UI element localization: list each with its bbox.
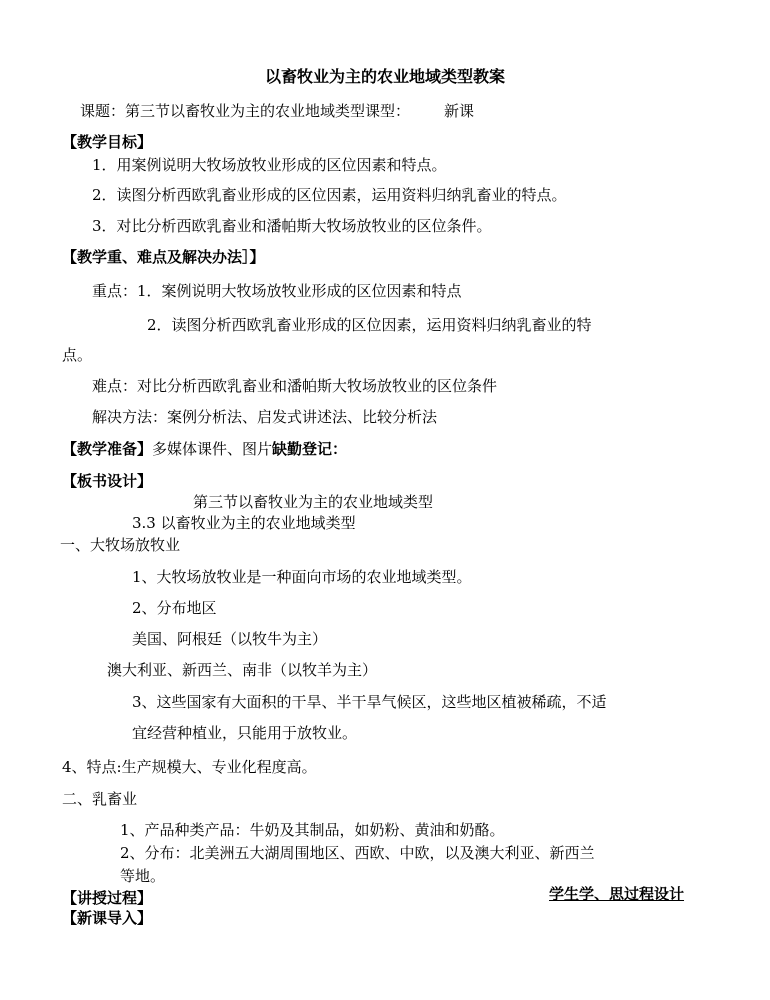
focus-point-2: 2．读图分析西欧乳畜业形成的区位因素，运用资料归纳乳畜业的特 [147,316,592,334]
subject-prefix: 课题：第三节以畜牧业为主的农业地域类型课型： [80,102,411,120]
part2-heading: 二、乳畜业 [62,790,138,808]
goal-item-3: 3．对比分析西欧乳畜业和潘帕斯大牧场放牧业的区位条件。 [92,217,492,235]
prep-text: 多媒体课件、图片 [152,440,273,458]
prep-heading: 【教学准备】 [62,440,153,458]
difficulty-point: 难点：对比分析西欧乳畜业和潘帕斯大牧场放牧业的区位条件 [92,377,498,395]
process-heading: 【讲授过程】 [62,889,153,907]
document-title: 以畜牧业为主的农业地域类型教案 [264,67,505,86]
subject-line [80,101,474,121]
part2-point-2-cont: 等地。 [120,867,166,885]
part1-point-1: 1、大牧场放牧业是一种面向市场的农业地域类型。 [132,568,472,586]
goal-item-1: 1．用案例说明大牧场放牧业形成的区位因素和特点。 [92,156,447,174]
part1-point-4: 4、特点:生产规模大、专业化程度高。 [62,758,317,776]
prep-line [62,439,347,459]
part1-point-2a: 美国、阿根廷（以牧牛为主） [132,630,328,648]
focus-point-2-cont: 点。 [62,346,93,364]
lesson-type: 新课 [444,102,475,120]
key-points-heading: 【教学重、难点及解决办法］】 [62,248,265,266]
board-section-title: 第三节以畜牧业为主的农业地域类型 [193,493,434,511]
goals-heading: 【教学目标】 [62,133,153,151]
methods-line: 解决方法：案例分析法、启发式讲述法、比较分析法 [92,408,438,426]
part2-point-2: 2、分布：北美洲五大湖周围地区、西欧、中欧，以及澳大利亚、新西兰 [120,844,595,862]
absence-note: 缺勤登记： [272,440,348,458]
part2-point-1: 1、产品种类产品：牛奶及其制品，如奶粉、黄油和奶酪。 [120,821,505,839]
part1-point-2b: 澳大利亚、新西兰、南非（以牧羊为主） [107,661,378,679]
student-process-label: 学生学、思过程设计 [549,885,685,903]
intro-heading: 【新课导入】 [62,909,153,927]
part1-point-3: 3、这些国家有大面积的干旱、半干旱气候区，这些地区植被稀疏，不适 [132,693,607,711]
part1-point-3-cont: 宜经营种植业，只能用于放牧业。 [132,724,358,742]
part1-heading: 一、大牧场放牧业 [60,536,181,554]
board-heading: 【板书设计】 [62,472,153,490]
board-subtitle: 3.3 以畜牧业为主的农业地域类型 [132,514,356,532]
part1-point-2: 2、分布地区 [132,599,217,617]
goal-item-2: 2．读图分析西欧乳畜业形成的区位因素，运用资料归纳乳畜业的特点。 [92,186,567,204]
focus-point-1: 重点：1．案例说明大牧场放牧业形成的区位因素和特点 [92,282,462,300]
